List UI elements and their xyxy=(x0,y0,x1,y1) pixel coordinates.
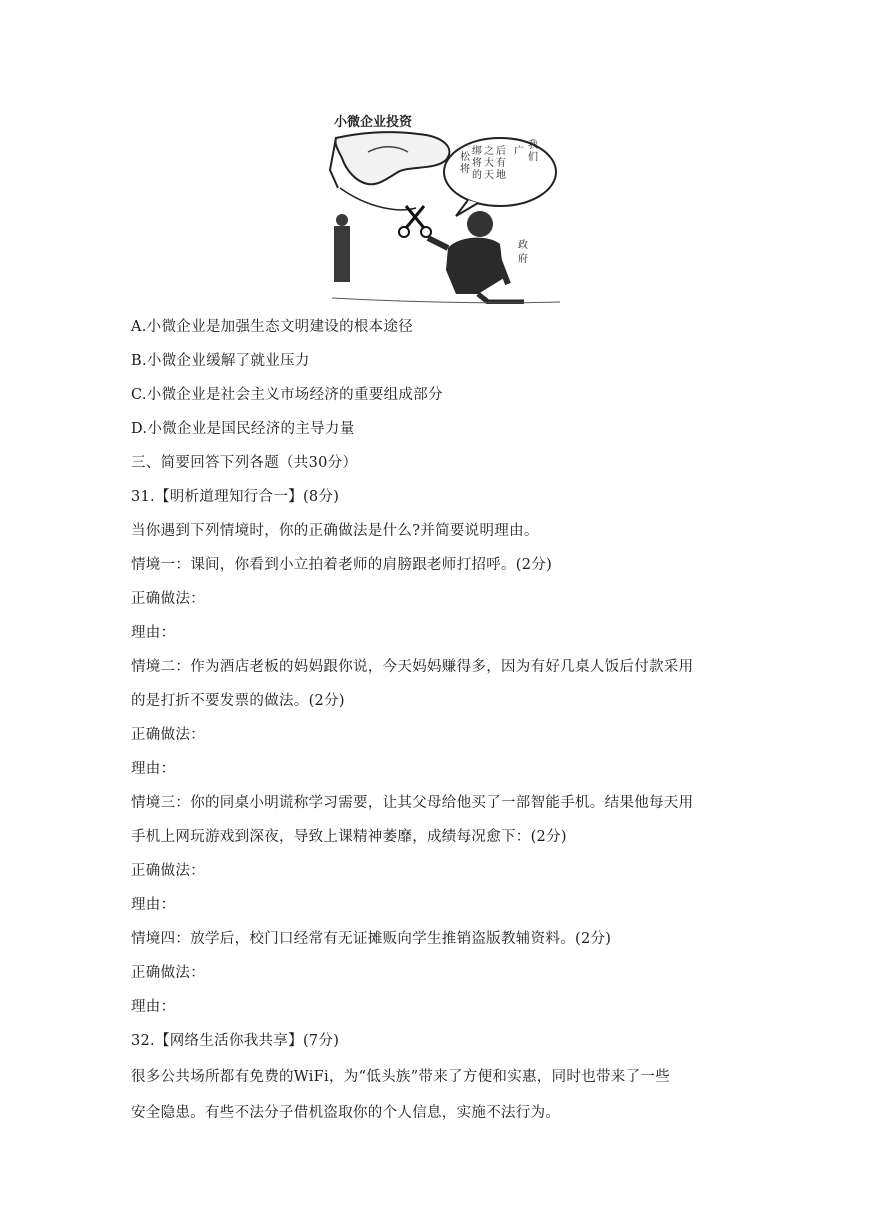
svg-text:地: 地 xyxy=(496,170,506,181)
scenario-4: 情境四：放学后，校门口经常有无证摊贩向学生推销盗版教辅资料。(2分) xyxy=(131,931,612,947)
svg-text:后: 后 xyxy=(496,146,506,157)
option-b: B.小微企业缓解了就业压力 xyxy=(131,353,310,369)
svg-text:广: 广 xyxy=(514,146,524,157)
scenario-2-line-1: 情境二：作为酒店老板的妈妈跟你说，今天妈妈赚得多，因为有好几桌人饭后付款采用 xyxy=(131,659,694,675)
option-c: C.小微企业是社会主义市场经济的重要组成部分 xyxy=(131,387,443,403)
svg-text:将: 将 xyxy=(472,158,482,169)
practice-label-2: 正确做法： xyxy=(131,727,205,743)
reason-label-1: 理由： xyxy=(131,625,176,641)
svg-text:大: 大 xyxy=(484,158,494,169)
scenario-3-line-1: 情境三：你的同桌小明谎称学习需要，让其父母给他买了一部智能手机。结果他每天用 xyxy=(131,795,694,811)
svg-text:的: 的 xyxy=(472,170,482,181)
gov-man-head xyxy=(467,211,493,237)
small-figure xyxy=(334,226,350,282)
scenario-2-line-2: 的是打折不要发票的做法。(2分) xyxy=(131,693,345,709)
svg-text:松: 松 xyxy=(460,152,470,163)
reason-label-3: 理由： xyxy=(131,897,176,913)
section-title: 三、简要回答下列各题（共30分） xyxy=(131,455,358,471)
cartoon-drawing xyxy=(328,108,562,304)
gov-label-2: 府 xyxy=(518,254,528,265)
scenario-1: 情境一：课间，你看到小立拍着老师的肩膀跟老师打招呼。(2分) xyxy=(131,557,553,573)
cartoon-title: 小微企业投资 xyxy=(334,115,413,130)
gov-label-1: 政 xyxy=(518,240,528,251)
gov-man-body xyxy=(446,238,504,294)
svg-text:将: 将 xyxy=(460,164,470,175)
option-a: A.小微企业是加强生态文明建设的根本途径 xyxy=(131,319,414,335)
q31-heading: 31.【明析道理知行合一】(8分) xyxy=(131,489,340,505)
cartoon-illustration xyxy=(328,108,562,304)
q32-line-1: 很多公共场所都有免费的WiFi，为“低头族”带来了方便和实惠，同时也带来了一些 xyxy=(131,1069,671,1085)
svg-text:们: 们 xyxy=(528,152,538,163)
svg-text:有: 有 xyxy=(496,158,506,169)
reason-label-2: 理由： xyxy=(131,761,176,777)
reason-label-4: 理由： xyxy=(131,999,176,1015)
svg-text:绑: 绑 xyxy=(472,146,482,157)
svg-text:我: 我 xyxy=(528,140,538,151)
cloud-shape xyxy=(335,132,449,184)
q31-intro: 当你遇到下列情境时，你的正确做法是什么?并简要说明理由。 xyxy=(131,523,539,539)
practice-label-4: 正确做法： xyxy=(131,965,205,981)
scenario-3-line-2: 手机上网玩游戏到深夜，导致上课精神萎靡，成绩每况愈下：(2分) xyxy=(131,829,567,845)
svg-text:之: 之 xyxy=(484,146,494,157)
q32-line-2: 安全隐患。有些不法分子借机盗取你的个人信息，实施不法行为。 xyxy=(131,1105,561,1121)
practice-label-1: 正确做法： xyxy=(131,591,205,607)
svg-text:天: 天 xyxy=(484,170,494,181)
practice-label-3: 正确做法： xyxy=(131,863,205,879)
q32-heading: 32.【网络生活你我共享】(7分) xyxy=(131,1033,340,1049)
option-d: D.小微企业是国民经济的主导力量 xyxy=(131,421,355,437)
